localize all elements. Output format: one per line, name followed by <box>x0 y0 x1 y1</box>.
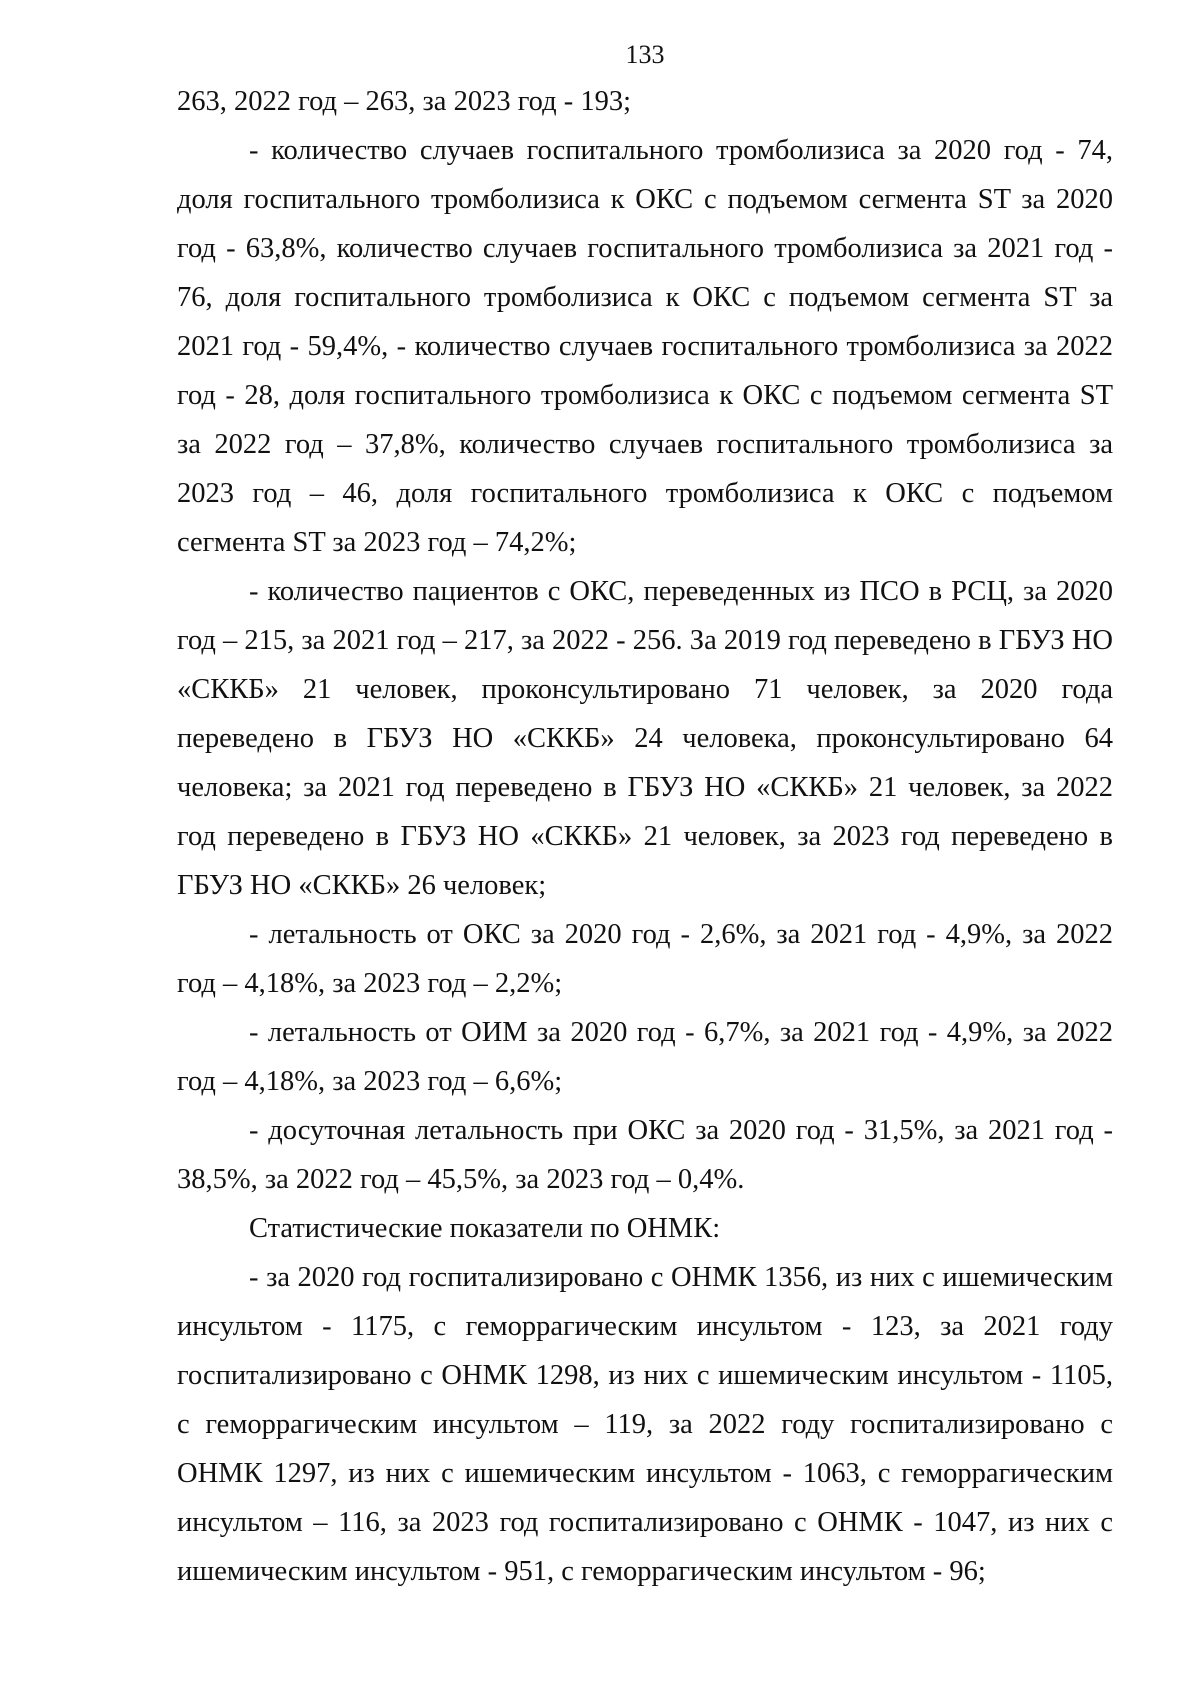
paragraph-early-mortality: - досуточная летальность при ОКС за 2020 год - 31,5%, за 2021 год - 38,5%, за 2022 год – 45,5%, за 2023 год – 0,4%. <box>177 1115 1113 1195</box>
document-body <box>177 77 1113 1596</box>
paragraph-continuation: 263, 2022 год – 263, за 2023 год - 193; <box>177 86 632 117</box>
paragraph-oim-mortality: - летальность от ОИМ за 2020 год - 6,7%, за 2021 год - 4,9%, за 2022 год – 4,18%, за 2023 год – 6,6%; <box>177 1017 1113 1097</box>
section-heading-onmk: Статистические показатели по ОНМК: <box>249 1213 721 1244</box>
paragraph-onmk-hospitalizations: - за 2020 год госпитализировано с ОНМК 1356, из них с ишемическим инсультом - 1175, с геморрагическим инсультом - 123, за 2021 году госпитализировано с ОНМК 1298, из них с ишемическим инсультом - 1105, с геморрагическим инсультом – 119, за 2022 году госпитализировано с ОНМК 1297, из них с ишемическим инсультом - 1063, с геморрагическим инсультом – 116, за 2023 год госпитализировано с ОНМК - 1047, из них с ишемическим инсультом - 951, с геморрагическим инсультом - 96; <box>177 1262 1113 1587</box>
paragraph-patient-transfers: - количество пациентов с ОКС, переведенных из ПСО в РСЦ, за 2020 год – 215, за 2021 год – 217, за 2022 - 256. За 2019 год переведено в ГБУЗ НО «СККБ» 21 человек, проконсультировано 71 человек, за 2020 года переведено в ГБУЗ НО «СККБ» 24 человека, проконсультировано 64 человека; за 2021 год переведено в ГБУЗ НО «СККБ» 21 человек, за 2022 год переведено в ГБУЗ НО «СККБ» 21 человек, за 2023 год переведено в ГБУЗ НО «СККБ» 26 человек; <box>177 576 1113 901</box>
page-number: 133 <box>625 40 665 69</box>
paragraph-oks-mortality: - летальность от ОКС за 2020 год - 2,6%, за 2021 год - 4,9%, за 2022 год – 4,18%, за 2023 год – 2,2%; <box>177 919 1113 999</box>
paragraph-thrombolysis: - количество случаев госпитального тромболизиса за 2020 год - 74, доля госпитального тромболизиса к ОКС с подъемом сегмента ST за 2020 год - 63,8%, количество случаев госпитального тромболизиса за 2021 год - 76, доля госпитального тромболизиса к ОКС с подъемом сегмента ST за 2021 год - 59,4%, - количество случаев госпитального тромболизиса за 2022 год - 28, доля госпитального тромболизиса к ОКС с подъемом сегмента ST за 2022 год – 37,8%, количество случаев госпитального тромболизиса за 2023 год – 46, доля госпитального тромболизиса к ОКС с подъемом сегмента ST за 2023 год – 74,2%; <box>177 135 1113 558</box>
